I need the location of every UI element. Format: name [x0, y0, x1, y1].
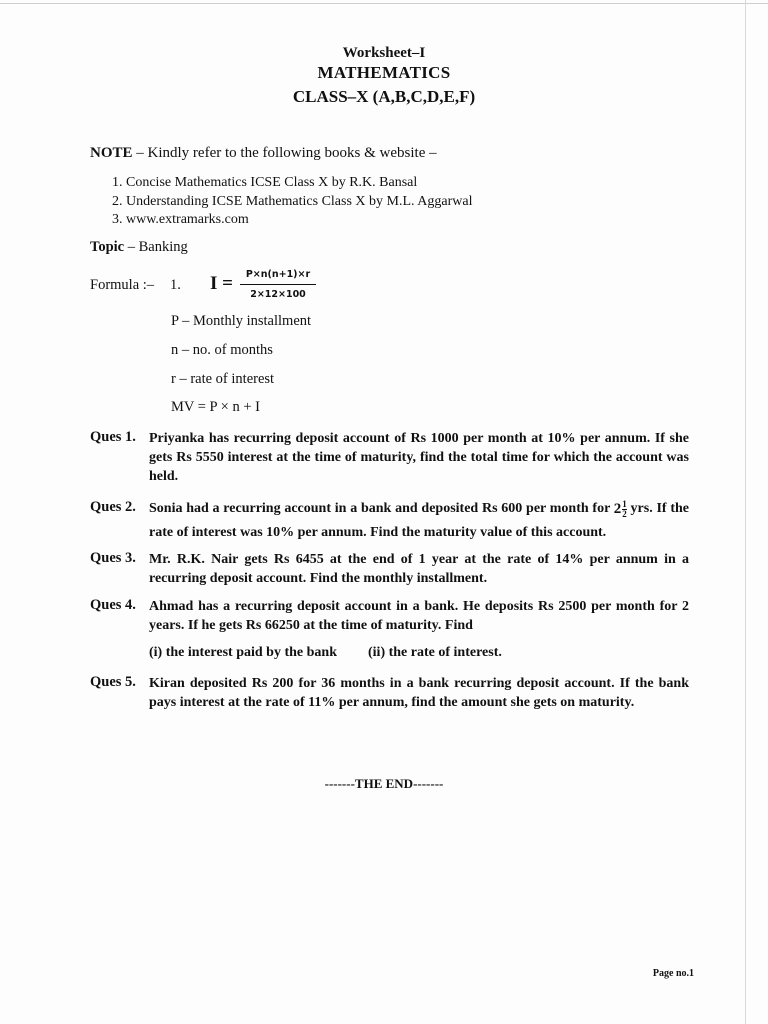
mixed-numerator: 1 — [622, 499, 627, 510]
book-item-3: 3. www.extramarks.com — [112, 212, 249, 227]
end-marker: -------THE END------- — [324, 776, 444, 791]
page-number: Page no.1 — [652, 968, 694, 979]
formula-denominator: 2×12×100 — [250, 289, 306, 300]
page-top-edge — [0, 3, 768, 4]
question-3-text: Mr. R.K. Nair gets Rs 6455 at the end of 1 year at the rate of 14% per annum in a recurring deposit account. Find the monthly installment. — [149, 552, 689, 586]
question-2-text — [149, 497, 689, 545]
question-2-text-before: Sonia had a recurring account in a bank and deposited Rs 600 per month for — [149, 501, 614, 517]
question-4-label: Ques 4. — [90, 597, 136, 613]
topic-label: Topic — [90, 239, 125, 255]
question-4-part-ii: (ii) the rate of interest. — [368, 645, 502, 660]
subject-title: MATHEMATICS — [317, 63, 451, 82]
book-list — [112, 174, 472, 230]
page-right-edge — [745, 0, 746, 1024]
topic-text: – Banking — [124, 239, 188, 255]
question-1-label: Ques 1. — [90, 429, 136, 445]
note-text: – Kindly refer to the following books & website – — [132, 145, 437, 161]
variable-n: n – no. of months — [171, 342, 273, 358]
worksheet-title: Worksheet–I — [342, 45, 426, 61]
formula-number: 1. — [170, 277, 181, 293]
question-3-label: Ques 3. — [90, 550, 136, 566]
fraction-bar — [240, 284, 316, 285]
question-2-text-after: yrs. If the rate of interest was 10% per annum. Find the maturity value of this account. — [149, 501, 690, 541]
book-item-2: 2. Understanding ICSE Mathematics Class X by M.L. Aggarwal — [112, 193, 473, 209]
mixed-denominator: 2 — [622, 509, 627, 520]
note-label: NOTE — [90, 145, 133, 161]
question-2-label: Ques 2. — [90, 499, 136, 515]
formula-label: Formula :– — [90, 277, 155, 293]
class-title: CLASS–X (A,B,C,D,E,F) — [292, 87, 476, 106]
mixed-whole: 2 — [613, 501, 622, 517]
mixed-fraction — [614, 497, 627, 521]
question-4-text: Ahmad has a recurring deposit account in a bank. He deposits Rs 2500 per month for 2 years. If he gets Rs 66250 at the time of maturity. Find — [149, 599, 689, 633]
topic-line — [90, 239, 188, 256]
maturity-value-formula: MV = P × n + I — [171, 399, 260, 415]
book-item-1: 1. Concise Mathematics ICSE Class X by R.K. Bansal — [112, 175, 418, 190]
question-4-part-i: (i) the interest paid by the bank — [149, 645, 337, 660]
question-5-text: Kiran deposited Rs 200 for 36 months in a bank recurring deposit account. If the bank pays interest at the rate of 11% per annum, find the amount she gets on maturity. — [149, 676, 689, 710]
variable-r: r – rate of interest — [171, 371, 275, 387]
question-1-text: Priyanka has recurring deposit account of Rs 1000 per month at 10% per annum. If she gets Rs 5550 interest at the time of maturity, find the total time for which the account was held. — [149, 431, 689, 484]
note-line — [90, 145, 437, 162]
variable-p: P – Monthly installment — [171, 313, 312, 329]
question-5-label: Ques 5. — [90, 674, 136, 690]
formula-numerator: P×n(n+1)×r — [245, 269, 311, 280]
formula-lhs: I = — [210, 273, 233, 294]
